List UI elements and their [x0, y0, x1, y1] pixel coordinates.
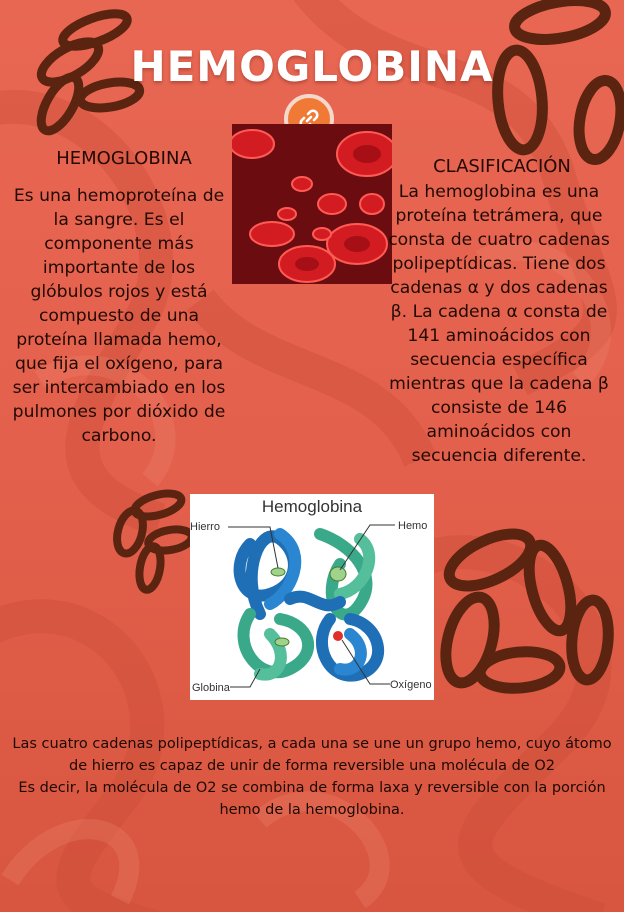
left-heading: HEMOGLOBINA — [56, 148, 192, 169]
diagram-title: Hemoglobina — [261, 497, 363, 516]
right-heading: CLASIFICACIÓN — [433, 156, 571, 177]
label-oxigeno: Oxígeno — [390, 679, 432, 691]
left-paragraph: Es una hemoproteína de la sangre. Es el componente más importante de los glóbulos rojos y está compuesto de una proteína llamada hemo, que fija el oxígeno, para ser intercambiado en los pulmones por dióxido de carbono. — [12, 186, 226, 446]
label-hemo: Hemo — [398, 520, 428, 532]
bottom-line-1: Las cuatro cadenas polipeptídicas, a cada una se une un grupo hemo, cuyo átomo de hierro es capaz de unir de forma reversible una molécula de O2 — [12, 736, 612, 774]
red-blood-cells-photo — [232, 124, 392, 284]
hemoglobin-diagram — [190, 494, 434, 700]
bottom-text — [10, 733, 614, 821]
bottom-line-2: Es decir, la molécula de O2 se combina de forma laxa y reversible con la porción hemo de la hemoglobina. — [18, 780, 606, 818]
label-hierro: Hierro — [190, 521, 220, 533]
right-paragraph: La hemoglobina es una proteína tetrámera, que consta de cuatro cadenas polipeptídicas. Tiene dos cadenas α y dos cadenas β. La cadena α consta de 141 aminoácidos con secuencia específica mientras que la cadena β consiste de 146 aminoácidos con secuencia diferente. — [388, 182, 610, 466]
label-globina: Globina — [192, 682, 230, 694]
page-title: HEMOGLOBINA — [130, 42, 494, 91]
